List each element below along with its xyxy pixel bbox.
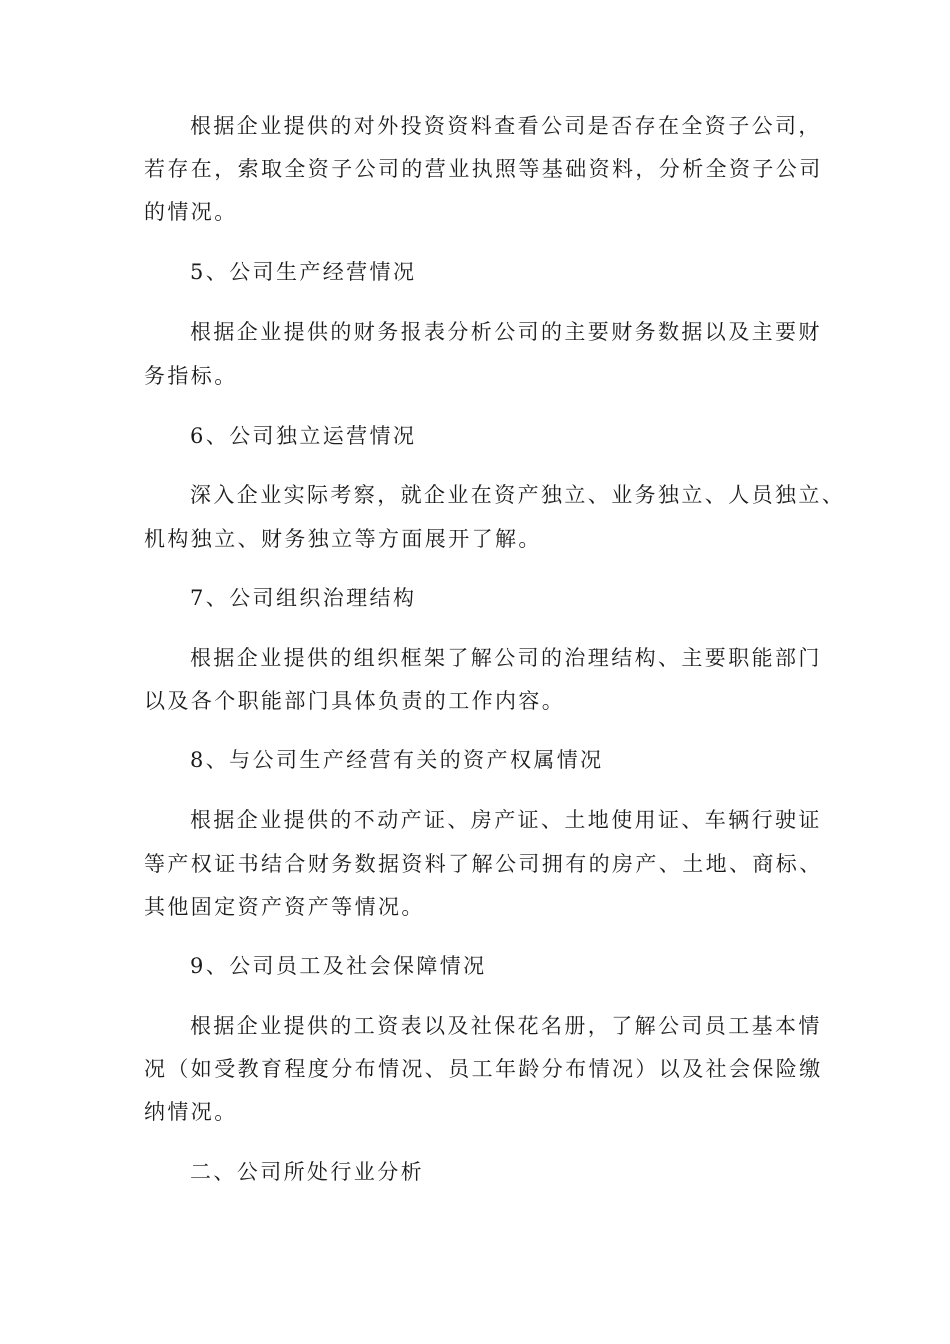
- paragraph-line: 根据企业提供的对外投资资料查看公司是否存在全资子公司，: [190, 114, 822, 138]
- section-heading: 7、公司组织治理结构: [190, 586, 417, 610]
- paragraph-line: 根据企业提供的财务报表分析公司的主要财务数据以及主要财: [190, 320, 822, 344]
- paragraph-line: 根据企业提供的不动产证、房产证、土地使用证、车辆行驶证: [190, 808, 822, 832]
- section-heading: 8、与公司生产经营有关的资产权属情况: [190, 748, 604, 772]
- section-heading: 9、公司员工及社会保障情况: [190, 954, 487, 978]
- paragraph-line: 若存在，索取全资子公司的营业执照等基础资料，分析全资子公司: [144, 157, 823, 181]
- paragraph-line: 以及各个职能部门具体负责的工作内容。: [144, 689, 566, 713]
- paragraph-line: 的情况。: [144, 200, 238, 224]
- paragraph-line: 等产权证书结合财务数据资料了解公司拥有的房产、土地、商标、: [144, 852, 823, 876]
- paragraph-line: 务指标。: [144, 364, 238, 388]
- section-heading: 6、公司独立运营情况: [190, 424, 417, 448]
- paragraph-line: 根据企业提供的组织框架了解公司的治理结构、主要职能部门: [190, 646, 822, 670]
- paragraph-line: 其他固定资产资产等情况。: [144, 895, 425, 919]
- paragraph-line: 深入企业实际考察，就企业在资产独立、业务独立、人员独立、: [190, 483, 846, 507]
- paragraph-line: 机构独立、财务独立等方面展开了解。: [144, 527, 542, 551]
- paragraph-line: 根据企业提供的工资表以及社保花名册，了解公司员工基本情: [190, 1014, 822, 1038]
- paragraph-line: 纳情况。: [144, 1100, 238, 1124]
- chapter-heading: 二、公司所处行业分析: [190, 1160, 424, 1184]
- paragraph-line: 况（如受教育程度分布情况、员工年龄分布情况）以及社会保险缴: [144, 1057, 823, 1081]
- section-heading: 5、公司生产经营情况: [190, 260, 417, 284]
